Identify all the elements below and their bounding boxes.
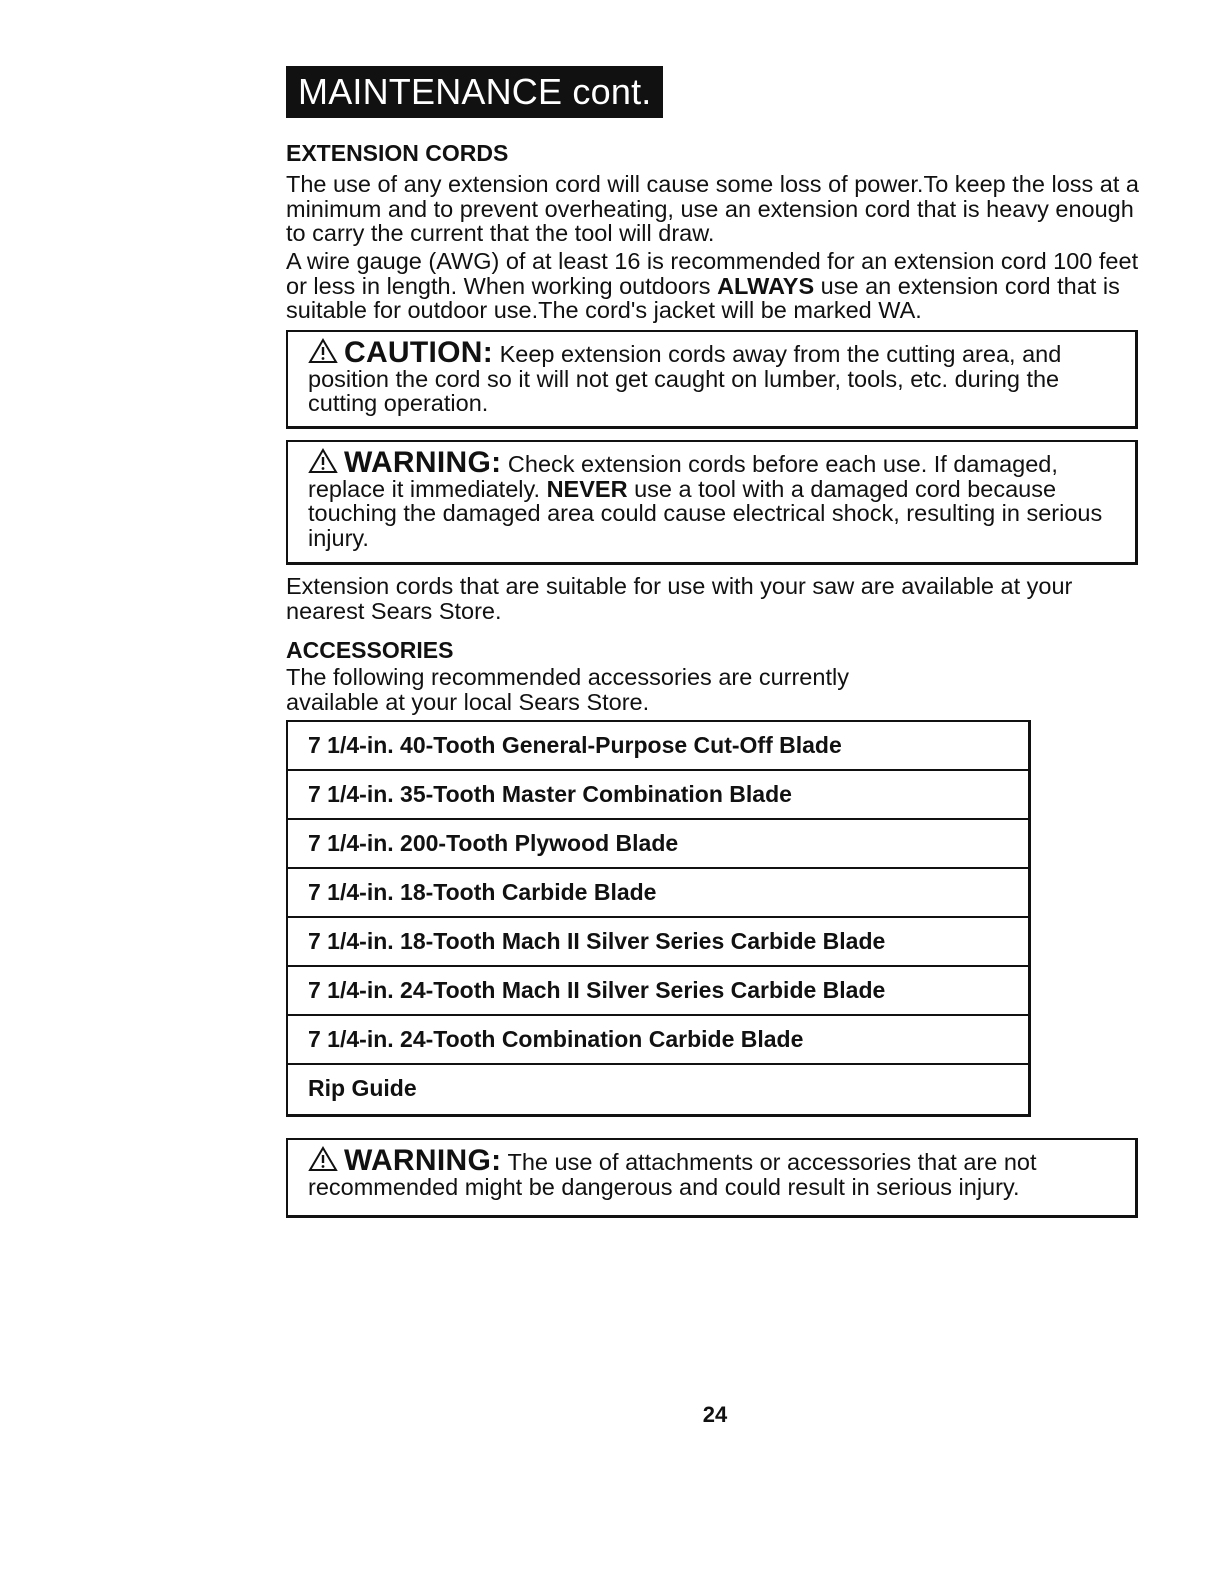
warning-text: The use of attachments or accessories that are not recommended might be dangerous and could result in serious injury. <box>308 1149 1037 1200</box>
extension-cords-paragraph-1: The use of any extension cord will cause some loss of power.To keep the loss at a minimum and to prevent overheating, use an extension cord that is heavy enough to carry the current that the tool will draw. <box>286 171 1139 246</box>
warning-box-accessories <box>286 1138 1138 1218</box>
warning-label: WARNING: <box>344 1144 502 1177</box>
warning-box-cords: WARNING: Check extension cords before each use. If damaged, replace it immediately. NEVER use a tool with a damaged cord because touching the damaged area could cause electrical shock, resulting in serious injury. <box>286 440 1138 565</box>
warning-label: WARNING: <box>344 446 502 479</box>
caution-box <box>286 330 1138 429</box>
accessories-table <box>286 720 1031 1117</box>
accessory-row: 7 1/4-in. 24-Tooth Combination Carbide Blade <box>288 1016 1028 1065</box>
extension-cords-availability: Extension cords that are suitable for use with your saw are available at your nearest Sears Store. <box>286 573 1073 624</box>
caution-label: CAUTION: <box>344 336 494 369</box>
accessory-row: 7 1/4-in. 35-Tooth Master Combination Blade <box>288 771 1028 820</box>
warning-triangle-icon <box>308 1146 338 1172</box>
accessory-row: Rip Guide <box>308 1075 417 1101</box>
warning-triangle-icon <box>308 338 338 364</box>
accessory-row: 7 1/4-in. 200-Tooth Plywood Blade <box>288 820 1028 869</box>
accessories-heading: ACCESSORIES <box>286 637 454 663</box>
accessory-row: 7 1/4-in. 40-Tooth General-Purpose Cut-Off Blade <box>288 722 1028 771</box>
accessory-row: 7 1/4-in. 18-Tooth Carbide Blade <box>288 869 1028 918</box>
page-title: MAINTENANCE cont. <box>286 66 663 118</box>
accessory-row: 7 1/4-in. 18-Tooth Mach II Silver Series Carbide Blade <box>288 918 1028 967</box>
warning-triangle-icon <box>308 448 338 474</box>
accessories-intro: The following recommended accessories are currently available at your local Sears Store. <box>286 664 849 715</box>
caution-text: Keep extension cords away from the cutting area, and position the cord so it will not get caught on lumber, tools, etc. during the cutting operation. <box>308 341 1062 416</box>
accessory-row: 7 1/4-in. 24-Tooth Mach II Silver Series Carbide Blade <box>288 967 1028 1016</box>
extension-cords-heading: EXTENSION CORDS <box>286 140 509 166</box>
page-number: 24 <box>702 1402 728 1427</box>
extension-cords-paragraph-2: A wire gauge (AWG) of at least 16 is recommended for an extension cord 100 feet or less in length. When working outdoors ALWAYS use an extension cord that is suitable for outdoor use.The cord's jacket will be marked WA. <box>286 248 1139 323</box>
